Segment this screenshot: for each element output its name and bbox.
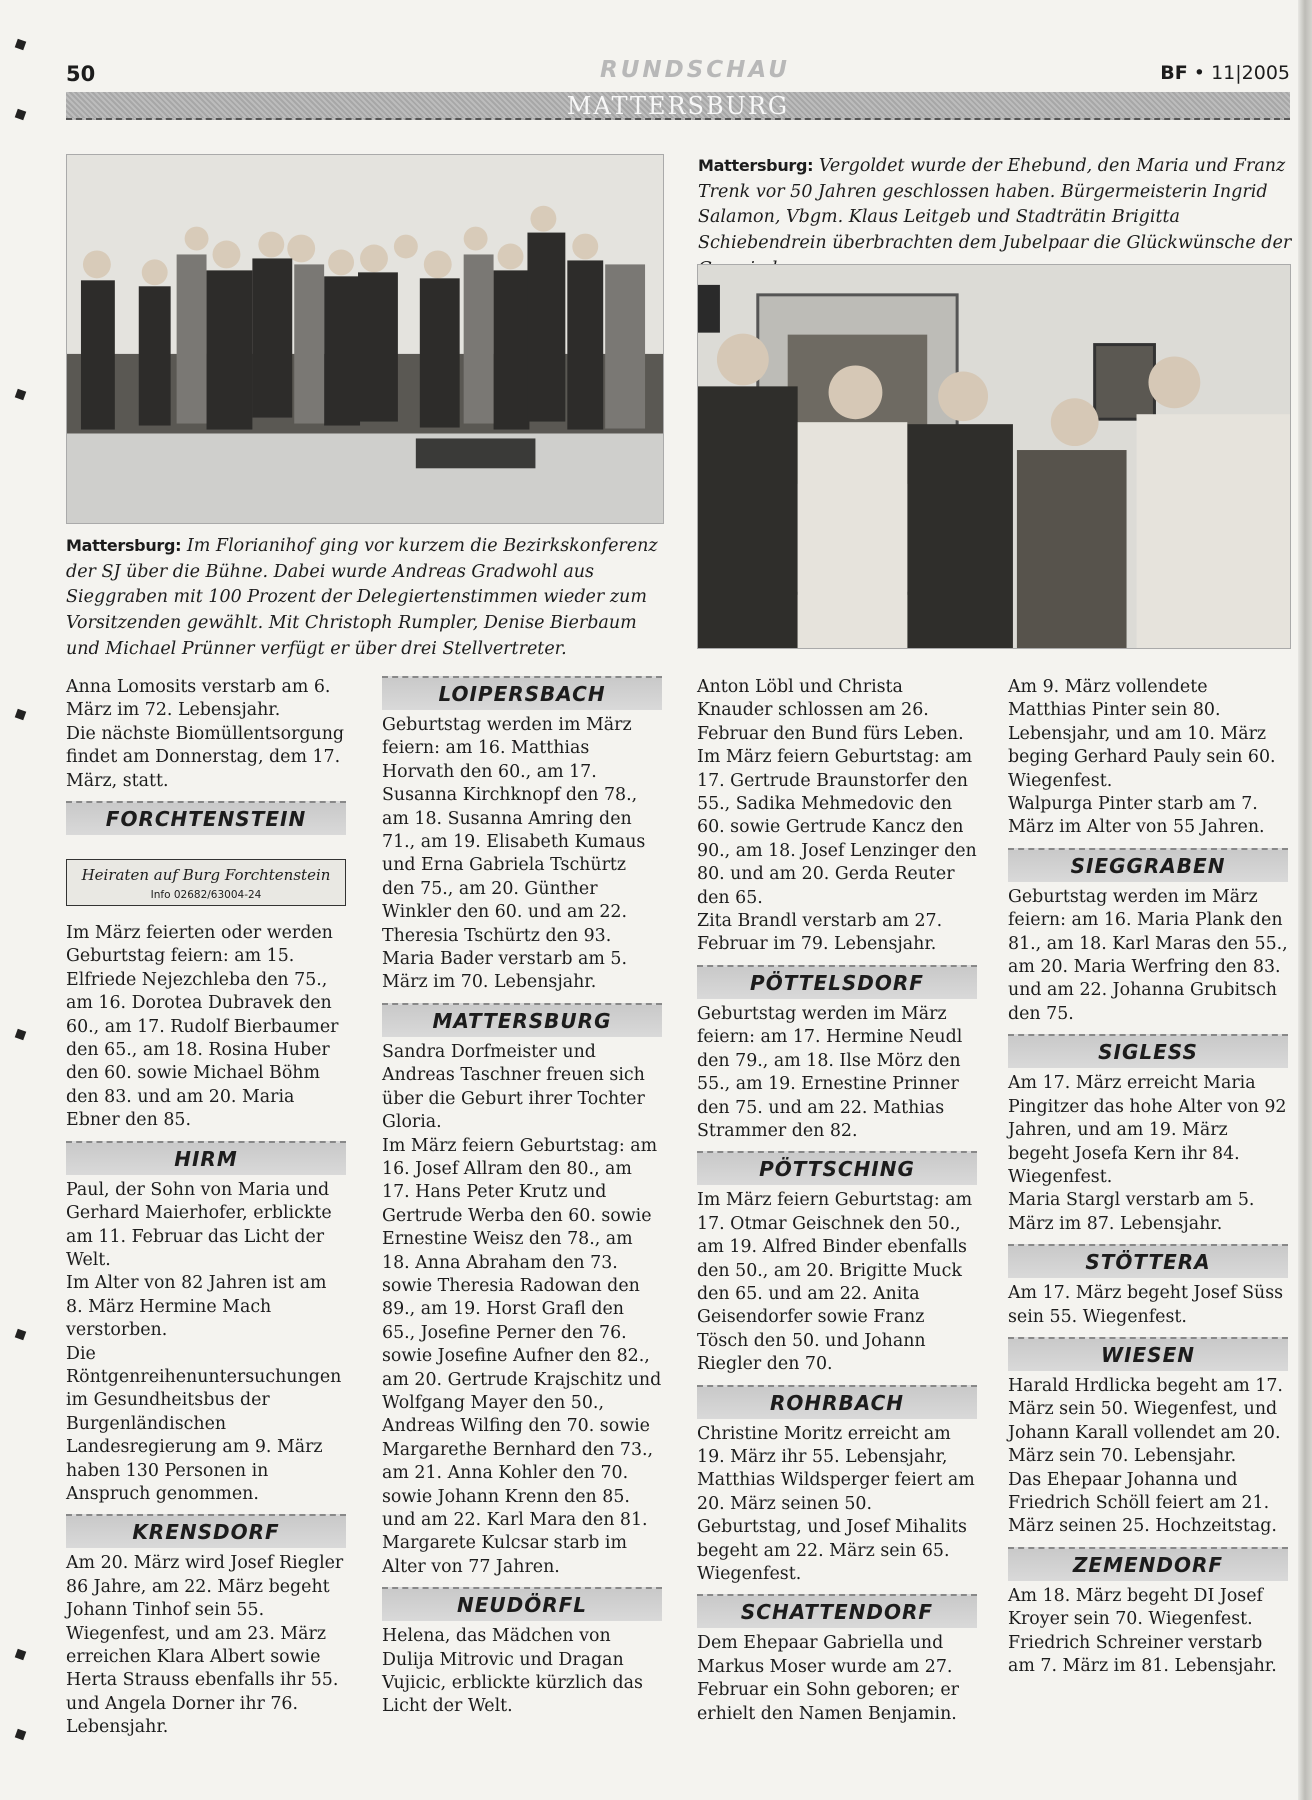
article-text: Die Röntgenreihenuntersuchungen im Gesundheitsbus der Burgenländischen Landesregierung am 9. März haben 130 Personen in Anspruch genommen. [66, 1343, 342, 1504]
registration-mark [15, 109, 27, 121]
section-forchtenstein: FORCHTENSTEIN [66, 801, 346, 835]
region-title: MATTERSBURG [566, 92, 790, 120]
page-number: 50 [66, 62, 96, 86]
article-text: Helena, das Mädchen von Dulija Mitrovic und Dragan Vujicic, erblickte kürzlich das Licht der Welt. [382, 1626, 643, 1717]
group-photo-caption [66, 534, 666, 663]
region-banner [66, 92, 1290, 120]
caption-text: Vergoldet wurde der Ehebund, den Maria und Franz Trenk vor 50 Jahren geschlossen haben. Bürgermeisterin Ingrid Salamon, Vbgm. Klaus Leitgeb und Stadträtin Brigitta Schiebendrein überbrachten dem Jubelpaar die Glückwünsche der [698, 156, 1292, 254]
section-poettelsdorf: PÖTTELSDORF [697, 965, 977, 999]
article-text: Zita Brandl verstarb am 27. Februar im 79. Lebensjahr. [697, 911, 943, 955]
registration-mark [15, 39, 27, 51]
section-poettsching: PÖTTSCHING [697, 1151, 977, 1185]
section-loipersbach: LOIPERSBACH [382, 676, 662, 710]
registration-mark [15, 1329, 27, 1341]
registration-mark [15, 1729, 27, 1741]
article-text: Am 17. März erreicht Maria Pingitzer das hohe Alter von 92 Jahren, und am 19. März begeht Josefa Kern ihr 84. Wiegenfest. [1008, 1073, 1287, 1187]
article-text: Paul, der Sohn von Maria und Gerhard Maierhofer, erblickte am 11. Februar das Licht der Welt. [66, 1179, 332, 1270]
column-4 [1008, 676, 1288, 1678]
registration-mark [15, 389, 27, 401]
ad-title: Heiraten auf Burg Forchtenstein [81, 866, 331, 885]
article-text: Im März feiern Geburtstag: am 16. Josef Allram den 80., am 17. Hans Peter Krutz und Gertrude Werba den 60. sowie Ernestine Weisz den 78., am 18. Anna Abraham den 73. sowie Theresia Radowan den 89., am 19. Horst Grafl den 65., Josefine Perner den 76. sowie Josefine Aufner den 82., am 20. Gertrude Krajschitz und Wolfgang Mayer den 50., Andreas Wilfing den 70. sowie Margarethe Bernhard den 73., am 21. Anna Kohler den 70. sowie Johann Krenn den 85. und am 22. Karl Mara den 81. [382, 1135, 662, 1530]
obituary-text: Anna Lomosits verstarb am 6. März im 72. Lebensjahr. [66, 677, 331, 721]
article-text: Am 17. März begeht Josef Süss sein 55. Wiegenfest. [1008, 1283, 1284, 1327]
section-rohrbach: ROHRBACH [697, 1385, 977, 1419]
caption-location: Mattersburg: [66, 536, 182, 555]
article-text: Margarete Kulcsar starb im Alter von 77 Jahren. [382, 1533, 627, 1577]
section-schattendorf: SCHATTENDORF [697, 1594, 977, 1628]
caption-text: Im Florianihof ging vor kurzem die Bezirkskonferenz der SJ über die Bühne. Dabei wurde Andreas Gradwohl aus Sieggraben mit 100 Prozent der Delegiertenstimmen wieder zum Vorsitzenden gewählt. Mit Christoph Rumpler, Denise Bierbaum und Michael Prünner verfügt er über drei Stellvertreter. [66, 536, 658, 659]
article-text: Am 18. März begeht DI Josef Kroyer sein 70. Wiegenfest. [1008, 1585, 1263, 1630]
article-text: Im März feiern Geburtstag: am 17. Otmar Geischnek den 50., am 19. Alfred Binder ebenfalls den 50., am 20. Brigitte Muck den 65. und am 22. Anita Geisendorfer sowie Franz Tösch den 50. und Johann Riegler den 70. [697, 1190, 973, 1375]
anniversary-photo [697, 264, 1291, 649]
group-photo [66, 154, 664, 524]
article-text: Walpurga Pinter starb am 7. März im Alter von 55 Jahren. [1008, 794, 1265, 838]
article-text: Das Ehepaar Johanna und Friedrich Schöll feiert am 21. März seinen 25. Hochzeitstag. [1008, 1469, 1277, 1537]
section-mattersburg: MATTERSBURG [382, 1003, 662, 1037]
registration-mark [15, 1649, 27, 1661]
caption-location: Mattersburg: [698, 156, 814, 175]
column-2 [382, 676, 662, 1719]
section-hirm: HIRM [66, 1141, 346, 1175]
notice-text: Die nächste Biomüllentsorgung findet am Donnerstag, dem 17. März, statt. [66, 723, 345, 791]
article-text: Im März feierten oder werden Geburtstag feiern: am 15. Elfriede Nejezchleba den 75., am 16. Dorotea Dubravek den 60., am 17. Rudolf Bierbaumer den 65., am 18. Rosina Huber den 60. sowie Michael Böhm den 83. und am 20. Maria Ebner den 85. [66, 923, 339, 1131]
article-text: Dem Ehepaar Gabriella und Markus Moser wurde am 27. Februar ein Sohn geboren; er erhielt den Namen Benjamin. [697, 1633, 959, 1724]
advertisement-box [66, 859, 346, 906]
article-text: Anton Löbl und Christa Knauder schlossen am 26. Februar den Bund fürs Leben. [697, 677, 964, 744]
section-zemendorf: ZEMENDORF [1008, 1547, 1288, 1581]
separator: • [1193, 62, 1206, 84]
article-text: Christine Moritz erreicht am 19. März ihr 55. Lebensjahr, Matthias Wildsperger feiert am 20. März seinen 50. Geburtstag, und Josef Mihalits begeht am 22. März sein 65. Wiegenfest. [697, 1423, 975, 1584]
article-text: Im März feiern Geburtstag: am 17. Gertrude Braunstorfer den 55., Sadika Mehmedovic den 60. sowie Gertrude Kancz den 90., am 18. Josef Lenzinger den 80. und am 20. Gerda Reuter den 65. [697, 747, 977, 908]
article-text: Geburtstag werden im März feiern: am 16. Matthias Horvath den 60., am 17. Susanna Kirchknopf den 78., am 18. Susanna Amring den 71., am 19. Elisabeth Kumaus und Erna Gabriela Tschürtz den 75., am 20. Günther Winkler den 60. und am 22. Theresia Tschürtz den 93. [382, 715, 646, 946]
article-text: Am 20. März wird Josef Riegler 86 Jahre, am 22. März begeht Johann Tinhof sein 55. Wiegenfest, und am 23. März erreichen Klara Albert sowie Herta Strauss ebenfalls ihr 55. und Angela Dorner ihr 76. Lebensjahr. [66, 1553, 344, 1738]
registration-mark [15, 709, 27, 721]
article-text: Sandra Dorfmeister und Andreas Taschner freuen sich über die Geburt ihrer Tochter Gloria. [382, 1041, 645, 1133]
article-text: Am 9. März vollendete Matthias Pinter sein 80. Lebensjahr, und am 10. März beging Gerhard Pauly sein 60. Wiegenfest. [1008, 677, 1276, 791]
registration-mark [15, 1029, 27, 1041]
section-krensdorf: KRENSDORF [66, 1514, 346, 1548]
ad-contact: Info 02682/63004-24 [150, 889, 262, 902]
section-stoettera: STÖTTERA [1008, 1244, 1288, 1278]
article-text: Maria Stargl verstarb am 5. März im 87. Lebensjahr. [1008, 1190, 1255, 1234]
section-sieggraben: SIEGGRABEN [1008, 848, 1288, 882]
column-3 [697, 676, 977, 1726]
section-sigless: SIGLESS [1008, 1034, 1288, 1068]
article-text: Maria Bader verstarb am 5. März im 70. Lebensjahr. [382, 949, 628, 993]
article-text: Friedrich Schreiner verstarb am 7. März im 81. Lebensjahr. [1008, 1632, 1277, 1676]
article-text: Harald Hrdlicka begeht am 17. März sein 50. Wiegenfest, und Johann Karall vollendet am 20. März sein 70. Lebensjahr. [1008, 1375, 1283, 1467]
section-wiesen: WIESEN [1008, 1337, 1288, 1371]
article-text: Geburtstag werden im März feiern: am 17. Hermine Neudl den 79., am 18. Ilse Mörz den 55., am 19. Ernestine Prinner den 75. und am 22. Mathias Strammer den 82. [697, 1003, 963, 1141]
page-binding-shadow [1298, 0, 1312, 1800]
section-neudoerfl: NEUDÖRFL [382, 1587, 662, 1621]
publication-name: BF [1160, 62, 1188, 84]
article-text: Im Alter von 82 Jahren ist am 8. März Hermine Mach verstorben. [66, 1273, 327, 1341]
article-text: Geburtstag werden im März feiern: am 16. Maria Plank den 81., am 18. Karl Maras den 55., am 20. Maria Werfring den 83. und am 22. Johanna Grubitsch den 75. [1008, 886, 1288, 1024]
section-label: RUNDSCHAU [600, 57, 790, 83]
column-1 [66, 676, 346, 1740]
publication-info [1160, 62, 1290, 84]
issue-number: 11|2005 [1211, 62, 1290, 84]
